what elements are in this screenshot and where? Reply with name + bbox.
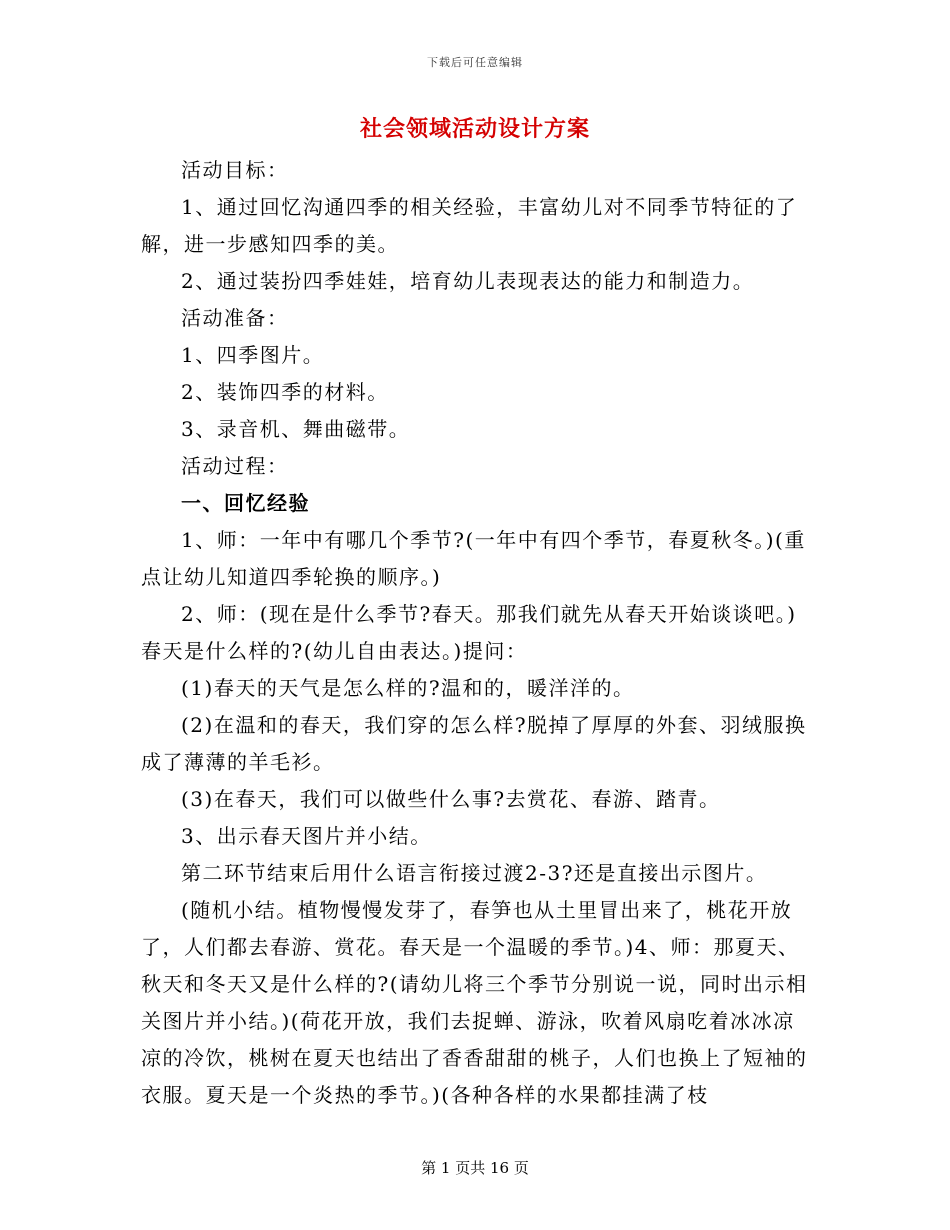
paragraph: 3、出示春天图片并小结。 — [181, 824, 432, 848]
paragraph: 2、师：(现在是什么季节?春天。那我们就先从春天开始谈谈吧。)春天是什么样的?(幼儿自由表达。)提问： — [141, 602, 797, 663]
paragraph: (2)在温和的春天，我们穿的怎么样?脱掉了厚厚的外套、羽绒服换成了薄薄的羊毛衫。 — [141, 713, 807, 774]
paragraph: 活动过程： — [181, 454, 289, 478]
section-heading: 一、回忆经验 — [181, 491, 310, 515]
paragraph: 2、装饰四季的材料。 — [181, 380, 389, 404]
paragraph: (1)春天的天气是怎么样的?温和的，暖洋洋的。 — [181, 676, 635, 700]
paragraph: 1、通过回忆沟通四季的相关经验，丰富幼儿对不同季节特征的了解，进一步感知四季的美。 — [141, 195, 798, 256]
paragraph: 活动目标： — [181, 158, 289, 182]
paragraph: 1、四季图片。 — [181, 343, 325, 367]
paragraph: 2、通过装扮四季娃娃，培育幼儿表现表达的能力和制造力。 — [181, 269, 755, 293]
document-body — [141, 152, 809, 1114]
paragraph: 活动准备： — [181, 306, 289, 330]
paragraph: 3、录音机、舞曲磁带。 — [181, 417, 411, 441]
page-footer: 第 1 页共 16 页 — [421, 1159, 529, 1177]
paragraph: 第二环节结束后用什么语言衔接过渡2-3?还是直接出示图片。 — [181, 861, 768, 885]
document-title: 社会领域活动设计方案 — [359, 116, 590, 142]
paragraph: 1、师：一年中有哪几个季节?(一年中有四个季节，春夏秋冬。)(重点让幼儿知道四季轮换的顺序。) — [141, 528, 806, 589]
paragraph: (随机小结。植物慢慢发芽了，春笋也从土里冒出来了，桃花开放了，人们都去春游、赏花。春天是一个温暖的季节。)4、师：那夏天、秋天和冬天又是什么样的?(请幼儿将三个季节分别说一说，同时出示相关图片并小结。)(荷花开放，我们去捉蝉、游泳，吹着风扇吃着冰冰凉凉的冷饮，桃树在夏天也结出了香香甜甜的桃子，人们也换上了短袖的衣服。夏天是一个炎热的季节。)(各种各样的水果都挂满了枝 — [141, 898, 808, 1107]
header-note: 下载后可任意编辑 — [427, 56, 523, 69]
paragraph: (3)在春天，我们可以做些什么事?去赏花、春游、踏青。 — [181, 787, 721, 811]
